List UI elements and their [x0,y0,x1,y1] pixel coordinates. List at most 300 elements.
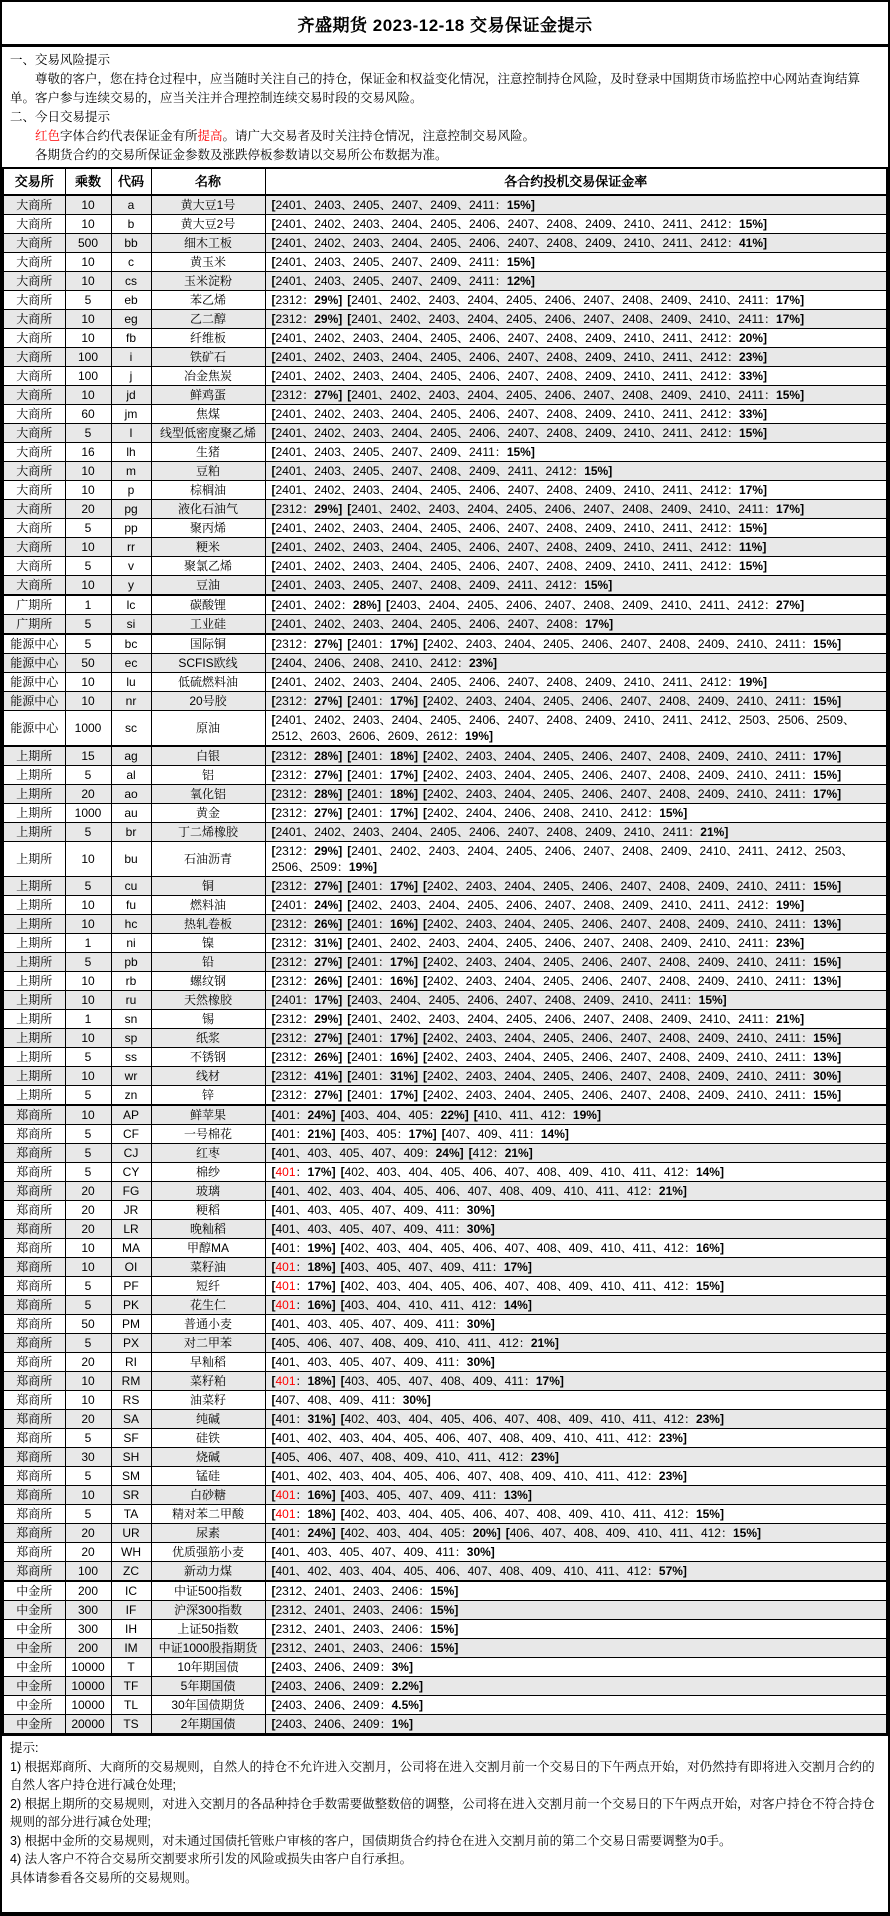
exchange-cell: 郑商所 [3,1296,65,1315]
margin-segment: [401、402、403、404、405、406、407、408、409、410、411、412：23%] [271,1431,687,1445]
margin-rate: 15% [506,255,531,269]
contract-list: 403、405 [344,1127,397,1141]
contract-list: 2401 [351,1050,378,1064]
contract-list: 2401、2403、2405、2407、2408、2409、2411、2412 [275,578,573,592]
contract-list: 2312 [275,806,303,820]
margin-rate: 30% [466,1222,491,1236]
margin-segment: [2403、2406、2409：3%] [271,1660,413,1674]
contract-list: 2312 [275,637,303,651]
margin-segment: [401、402、403、404、405、406、407、408、409、410、411、412：21%] [271,1184,687,1198]
name-cell: 晚籼稻 [151,1220,265,1239]
params-notice: 各期货合约的交易所保证金参数及涨跌停板参数请以交易所公布数据为准。 [35,148,448,162]
table-row [3,195,887,215]
margin-segment: [403、404、410、411、412：14%] [340,1298,532,1312]
margin-segment: [2312：41%] [271,1069,343,1083]
margin-rate: 17% [389,806,414,820]
margin-rate: 29% [314,844,339,858]
margin-segment: [403、405、407、409、411：17%] [340,1260,532,1274]
name-cell: 纸浆 [151,1029,265,1048]
margin-rates-cell [265,1010,887,1029]
contract-list: 401 [275,1279,296,1293]
table-row [3,1715,887,1735]
code-cell: zn [111,1086,151,1106]
exchange-cell: 大商所 [3,272,65,291]
margin-rate: 15% [738,426,764,440]
table-row [3,1125,887,1144]
name-cell: 聚丙烯 [151,519,265,538]
margin-rate: 15% [659,806,684,820]
margin-segment: [2402、2403、2404、2405、2406、2407、2408、2409、2410、2411：13%] [423,1050,842,1064]
margin-segment: [2402、2403、2404、2405、2406、2407、2408、2409、2410、2411：13%] [423,974,842,988]
margin-rate: 1% [391,1717,409,1731]
table-row [3,1239,887,1258]
code-cell: pb [111,953,151,972]
table-body [3,195,887,1735]
contract-list: 2401、2402、2403、2404、2405、2406、2407、2408、2409、2410、2411、2412 [275,350,727,364]
exchange-cell: 郑商所 [3,1182,65,1201]
contract-list: 2403、2406、2409 [275,1660,380,1674]
contract-list: 2403、2406、2409 [275,1717,380,1731]
name-cell: 黄大豆1号 [151,195,265,215]
table-row [3,1258,887,1277]
margin-rate: 21% [776,1012,801,1026]
table-row [3,991,887,1010]
contract-list: 2401 [351,806,378,820]
name-cell: 焦煤 [151,405,265,424]
code-cell: RM [111,1372,151,1391]
margin-rate: 15% [695,1507,720,1521]
contract-list: 401 [275,1488,296,1502]
margin-segment: [2401、2402、2403、2404、2405、2406、2407、2408、2409、2410、2411：15%] [347,388,805,402]
contract-list: 2402、2403、2404、2405、2406、2407、2408、2409、2410、2411、2412 [351,898,765,912]
name-cell: 苯乙烯 [151,291,265,310]
margin-rates-cell [265,595,887,615]
multiplier-cell: 10 [65,1372,111,1391]
margin-segment: [2401：17%] [347,955,418,969]
code-cell: j [111,367,151,386]
name-cell: 鲜苹果 [151,1105,265,1125]
margin-rates-cell [265,1105,887,1125]
name-cell: 碳酸锂 [151,595,265,615]
multiplier-cell: 10 [65,386,111,405]
margin-rates-cell [265,1239,887,1258]
margin-rates-cell [265,195,887,215]
exchange-cell: 大商所 [3,481,65,500]
contract-list: 2312 [275,974,303,988]
exchange-cell: 上期所 [3,823,65,842]
margin-rate: 13% [503,1488,528,1502]
name-cell: 国际铜 [151,634,265,654]
margin-rate: 13% [813,1050,838,1064]
contract-list: 2402、2403、2404、2405、2406、2407、2408、2409、2410、2411 [427,749,802,763]
code-cell: i [111,348,151,367]
multiplier-cell: 20 [65,1353,111,1372]
margin-segment: [2401、2402、2403、2404、2405、2406、2407、2408、2409、2410、2411、2412：17%] [271,483,768,497]
margin-rate: 30% [813,1069,838,1083]
contract-list: 2312、2401、2403、2406 [275,1603,419,1617]
name-cell: 30年国债期货 [151,1696,265,1715]
margin-rates-cell [265,1715,887,1735]
multiplier-cell: 1 [65,934,111,953]
table-row [3,711,887,747]
margin-rate: 27% [314,955,339,969]
table-row [3,405,887,424]
page-title: 齐盛期货 2023-12-18 交易保证金提示 [2,2,888,47]
contract-list: 2401 [351,974,378,988]
margin-segment: [2401：17%] [347,637,418,651]
margin-rates-cell [265,500,887,519]
code-cell: SA [111,1410,151,1429]
margin-segment: [406、407、408、409、410、411、412：15%] [505,1526,762,1540]
contract-list: 2401、2402、2403、2404、2405、2406、2407、2408、2409、2410、2411 [351,293,765,307]
contract-list: 401、403、405、407、409 [275,1146,424,1160]
name-cell: 玉米淀粉 [151,272,265,291]
margin-rate: 15% [813,955,838,969]
code-cell: PF [111,1277,151,1296]
exchange-cell: 上期所 [3,915,65,934]
multiplier-cell: 5 [65,1048,111,1067]
name-cell: 铜 [151,877,265,896]
code-cell: TF [111,1677,151,1696]
code-cell: br [111,823,151,842]
contract-list: 401 [275,1298,296,1312]
margin-rates-cell [265,1486,887,1505]
exchange-cell: 大商所 [3,329,65,348]
margin-segment: [2402、2403、2404、2405、2406、2407、2408、2409、2410、2411：15%] [423,879,842,893]
intro-section [2,47,888,167]
name-cell: SCFIS欧线 [151,654,265,673]
name-cell: 黄金 [151,804,265,823]
exchange-cell: 郑商所 [3,1448,65,1467]
margin-rates-cell [265,1562,887,1582]
multiplier-cell: 10 [65,692,111,711]
margin-rates-cell [265,1296,887,1315]
exchange-cell: 郑商所 [3,1258,65,1277]
contract-list: 2402、2403、2404、2405、2406、2407、2408、2409、2410、2411 [427,1069,802,1083]
contract-list: 401、403、405、407、409、411 [275,1317,455,1331]
table-row [3,1429,887,1448]
multiplier-cell: 5 [65,1467,111,1486]
multiplier-cell: 10 [65,1391,111,1410]
table-row [3,1277,887,1296]
margin-rates-cell [265,1581,887,1601]
exchange-cell: 大商所 [3,291,65,310]
contract-list: 402、403、404、405、406、407、408、409、410、411、412 [344,1241,684,1255]
margin-rate: 22% [440,1108,465,1122]
margin-segment: [401、403、405、407、409、411：30%] [271,1317,495,1331]
margin-segment: [2401：17%] [347,806,418,820]
margin-segment: [2402、2403、2404、2405、2406、2407、2408、2409、2410、2411：15%] [423,1088,842,1102]
margin-rates-cell [265,291,887,310]
margin-segment: [401、403、405、407、409、411：30%] [271,1545,495,1559]
exchange-cell: 上期所 [3,842,65,877]
margin-rates-cell [265,634,887,654]
code-cell: fu [111,896,151,915]
margin-rate: 15% [584,578,609,592]
margin-rates-cell [265,215,887,234]
margin-segment: [2401、2402、2403、2404、2405、2406、2407、2408、2409、2410、2411、2412：15%] [271,521,768,535]
margin-rate: 15% [738,217,764,231]
margin-rate: 19% [465,729,490,743]
margin-rates-cell [265,692,887,711]
code-cell: sp [111,1029,151,1048]
margin-segment: [2312：27%] [271,388,343,402]
margin-rate: 17% [389,879,414,893]
multiplier-cell: 20 [65,500,111,519]
multiplier-cell: 15 [65,746,111,766]
multiplier-cell: 5 [65,1505,111,1524]
name-cell: 5年期国债 [151,1677,265,1696]
multiplier-cell: 5 [65,424,111,443]
table-row [3,1658,887,1677]
margin-rates-cell [265,711,887,747]
contract-list: 2312 [275,879,303,893]
contract-list: 403、405、407、409、411 [344,1260,492,1274]
multiplier-cell: 10 [65,272,111,291]
margin-rate: 3% [391,1660,409,1674]
header-margin-rates: 各合约投机交易保证金率 [265,168,887,195]
contract-list: 2312 [275,955,303,969]
exchange-cell: 大商所 [3,538,65,557]
margin-rate: 12% [506,274,531,288]
margin-rates-cell [265,766,887,785]
margin-rate: 17% [389,1031,414,1045]
red-word-1: 红色 [35,129,61,143]
table-row [3,329,887,348]
exchange-cell: 郑商所 [3,1562,65,1582]
margin-segment: [2401、2402、2403、2404、2405、2406、2407、2408、2409、2410、2411、2412：33%] [271,407,768,421]
margin-rate: 23% [776,936,801,950]
margin-rate: 13% [813,974,838,988]
margin-rate: 26% [314,917,339,931]
margin-segment: [401：31%] [271,1412,336,1426]
margin-rate: 16% [307,1488,332,1502]
name-cell: 花生仁 [151,1296,265,1315]
table-row [3,1353,887,1372]
name-cell: 丁二烯橡胶 [151,823,265,842]
margin-segment: [2312：27%] [271,955,343,969]
multiplier-cell: 10 [65,481,111,500]
margin-segment: [2401、2402、2403、2404、2405、2406、2407、2408、2409、2410、2411、2412：23%] [271,350,768,364]
table-row [3,615,887,635]
name-cell: 石油沥青 [151,842,265,877]
exchange-cell: 大商所 [3,367,65,386]
exchange-cell: 大商所 [3,234,65,253]
contract-list: 402、403、404、405、406、407、408、409、410、411、412 [344,1412,684,1426]
contract-list: 2403、2406、2409 [275,1698,380,1712]
margin-segment: [401、403、405、407、409、411：30%] [271,1222,495,1236]
name-cell: 一号棉花 [151,1125,265,1144]
contract-list: 2403、2406、2409 [275,1679,380,1693]
code-cell: ag [111,746,151,766]
exchange-cell: 能源中心 [3,634,65,654]
contract-list: 402、403、404、405、406、407、408、409、410、411、412 [344,1507,684,1521]
margin-segment: [2401、2402、2403、2404、2405、2406、2407、2408、2409、2410、2411、2412：15%] [271,559,768,573]
table-row [3,1067,887,1086]
contract-list: 2401、2402、2403、2404、2405、2406、2407、2408、2409、2410、2411、2412 [275,426,727,440]
multiplier-cell: 10 [65,915,111,934]
multiplier-cell: 10 [65,1258,111,1277]
table-row [3,462,887,481]
code-cell: CF [111,1125,151,1144]
table-row [3,519,887,538]
code-cell: bb [111,234,151,253]
table-row [3,1543,887,1562]
margin-rate: 17% [389,955,414,969]
margin-rate: 23% [530,1450,555,1464]
table-row [3,1696,887,1715]
margin-segment: [403、405：17%] [340,1127,437,1141]
code-cell: l [111,424,151,443]
name-cell: 不锈钢 [151,1048,265,1067]
exchange-cell: 大商所 [3,500,65,519]
margin-rate: 15% [738,521,764,535]
margin-rate: 17% [389,637,414,651]
margin-rate: 24% [307,1108,332,1122]
margin-rates-cell [265,953,887,972]
margin-rate: 20% [472,1526,497,1540]
table-row [3,557,887,576]
margin-rate: 15% [813,694,838,708]
margin-segment: [2401、2403、2405、2407、2409、2411：15%] [271,198,535,212]
table-row [3,291,887,310]
margin-rate: 15% [430,1622,455,1636]
name-cell: 普通小麦 [151,1315,265,1334]
contract-list: 2401、2402、2403、2404、2405、2406、2407、2408、2409、2410、2411、2412 [275,675,727,689]
contract-list: 2312 [275,1088,303,1102]
margin-segment: [2312：28%] [271,749,343,763]
table-row [3,595,887,615]
code-cell: MA [111,1239,151,1258]
exchange-cell: 郑商所 [3,1277,65,1296]
table-row [3,1505,887,1524]
margin-rate: 24% [435,1146,460,1160]
margin-rates-cell [265,991,887,1010]
margin-rate: 30% [402,1393,427,1407]
margin-rates-cell [265,746,887,766]
contract-list: 2401、2402、2403、2404、2405、2406、2407、2408、2409、2410、2411、2412 [275,331,727,345]
exchange-cell: 郑商所 [3,1543,65,1562]
margin-segment: [2402、2403、2404、2405、2406、2407、2408、2409、2410、2411：15%] [423,637,842,651]
table-row [3,1315,887,1334]
margin-segment: [2312：29%] [271,844,343,858]
contract-list: 401 [275,1108,296,1122]
name-cell: 硅铁 [151,1429,265,1448]
margin-rate: 27% [314,879,339,893]
name-cell: 锡 [151,1010,265,1029]
today-section-heading: 二、今日交易提示 [10,110,111,124]
header-name: 名称 [151,168,265,195]
notes-footer: 具体请参看各交易所的交易规则。 [10,1870,198,1885]
code-cell: v [111,557,151,576]
multiplier-cell: 200 [65,1639,111,1658]
margin-segment: [2402、2403、2404、2405、2406、2407、2408、2409、2410、2411：15%] [423,1031,842,1045]
margin-rates-cell [265,1639,887,1658]
margin-segment: [2312：29%] [271,502,343,516]
contract-list: 402、403、404、405 [344,1526,461,1540]
margin-segment: [2401、2402、2403、2404、2405、2406、2407、2408、2409、2410、2411、2412：41%] [271,236,768,250]
margin-rate: 17% [389,768,414,782]
code-cell: m [111,462,151,481]
contract-list: 403、404、410、411、412 [344,1298,492,1312]
name-cell: 甲醇MA [151,1239,265,1258]
contract-list: 2402、2403、2404、2405、2406、2407、2408、2409、2410、2411 [427,879,802,893]
margin-segment: [2312、2401、2403、2406：15%] [271,1603,459,1617]
name-cell: 细木工板 [151,234,265,253]
contract-list: 401 [275,1526,296,1540]
code-cell: lh [111,443,151,462]
margin-segment: [2312：27%] [271,768,343,782]
code-cell: lc [111,595,151,615]
code-cell: TL [111,1696,151,1715]
exchange-cell: 上期所 [3,896,65,915]
margin-rate: 26% [314,974,339,988]
contract-list: 2401、2402、2403、2404、2405、2406、2407、2408、2409、2410、2411 [275,825,689,839]
contract-list: 2401、2402、2403、2404、2405、2406、2407、2408、2409、2410、2411、2412 [275,217,727,231]
multiplier-cell: 5 [65,557,111,576]
margin-segment: [2402、2403、2404、2405、2406、2407、2408、2409、2410、2411：13%] [423,917,842,931]
contract-list: 2401、2402、2403、2404、2405、2406、2407、2408、2409、2410、2411、2412 [275,540,727,554]
exchange-cell: 郑商所 [3,1505,65,1524]
name-cell: 线型低密度聚乙烯 [151,424,265,443]
margin-rate: 18% [389,787,414,801]
margin-segment: [2401、2402、2403、2404、2405、2406、2407、2408、2409、2410、2411、2412：15%] [271,426,768,440]
exchange-cell: 上期所 [3,972,65,991]
name-cell: 液化石油气 [151,500,265,519]
name-cell: 新动力煤 [151,1562,265,1582]
contract-list: 2312、2401、2403、2406 [275,1622,419,1636]
exchange-cell: 上期所 [3,991,65,1010]
header-code: 代码 [111,168,151,195]
multiplier-cell: 10 [65,972,111,991]
table-row [3,785,887,804]
margin-segment: [401：18%] [271,1374,336,1388]
exchange-cell: 大商所 [3,405,65,424]
margin-rate: 17% [503,1260,528,1274]
margin-rate: 23% [658,1469,683,1483]
multiplier-cell: 10 [65,215,111,234]
margin-rate: 19% [348,860,373,874]
contract-list: 2312 [275,917,303,931]
contract-list: 405、406、407、408、409、410、411、412 [275,1336,519,1350]
code-cell: IC [111,1581,151,1601]
contract-list: 2401、2403、2405、2407、2408、2409、2411、2412 [275,464,573,478]
margin-rate: 17% [813,749,838,763]
margin-rate: 19% [738,675,764,689]
name-cell: 纤维板 [151,329,265,348]
contract-list: 403、405、407、408、409、411 [344,1374,524,1388]
margin-segment: [2402、2403、2404、2405、2406、2407、2408、2409、2410、2411：15%] [423,768,842,782]
name-cell: 菜籽粕 [151,1372,265,1391]
name-cell: 优质强筋小麦 [151,1543,265,1562]
margin-rates-cell [265,1524,887,1543]
margin-rate: 17% [738,483,764,497]
margin-rate: 17% [776,312,801,326]
margin-segment: [2401、2403、2405、2407、2408、2409、2411、2412：15%] [271,578,613,592]
contract-list: 401、403、405、407、409、411 [275,1203,455,1217]
margin-rate: 28% [314,787,339,801]
margin-segment: [2401、2402、2403、2404、2405、2406、2407、2408、2409、2410、2411：17%] [347,312,805,326]
exchange-cell: 郑商所 [3,1353,65,1372]
margin-segment: [402、403、404、405：20%] [340,1526,501,1540]
margin-segment: [2401：16%] [347,974,418,988]
table-row [3,538,887,557]
code-cell: al [111,766,151,785]
contract-list: 2401、2402、2403、2404、2405、2406、2407、2408、2409、2410、2411 [351,1012,765,1026]
name-cell: 红枣 [151,1144,265,1163]
margin-rate: 15% [738,559,764,573]
code-cell: SR [111,1486,151,1505]
